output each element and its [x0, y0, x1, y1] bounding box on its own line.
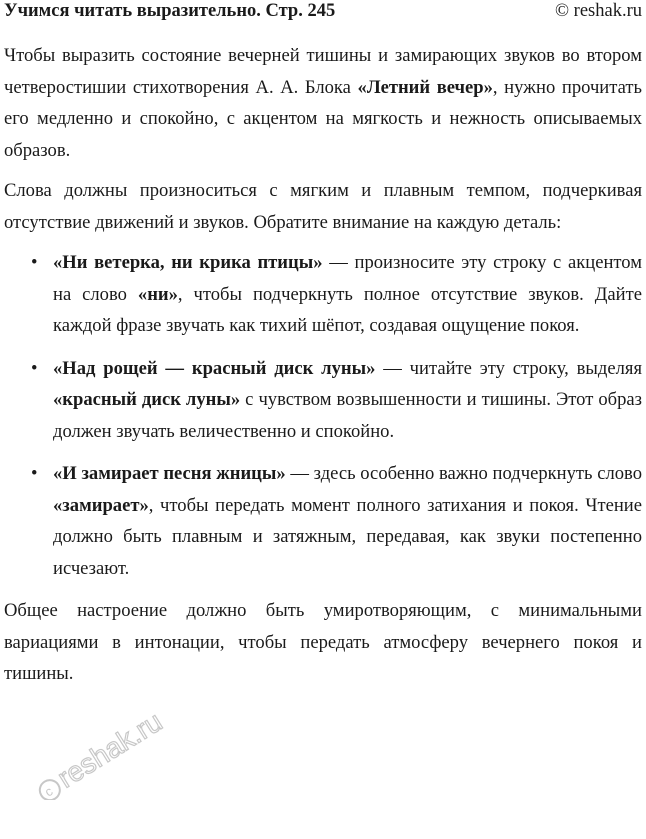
item-text: , чтобы подчеркнуть полное отсутствие звуков. Дайте каждой фразе звучать как тихий шёпот, создавая ощущение покоя.: [53, 283, 643, 336]
quote-line: «И замирает песня жницы»: [53, 463, 286, 484]
watermark-text: reshak.ru: [52, 705, 168, 794]
document-body: [4, 40, 642, 699]
quote-line: «Над рощей — красный диск луны»: [53, 357, 376, 379]
item-text: с чувством возвышенности и тишины. Этот образ должен звучать величественно и спокойно.: [53, 389, 642, 442]
emphasis-word: «красный диск луны»: [53, 389, 241, 410]
item-text: — здесь особенно важно подчеркнуть слово: [285, 463, 642, 484]
second-paragraph: Слова должны произноситься с мягким и плавным темпом, подчеркивая отсутствие движений и звуков. Обратите внимание на каждую деталь:: [4, 180, 642, 233]
bullet-icon: •: [31, 357, 38, 379]
quote-line: «Ни ветерка, ни крика птицы»: [53, 252, 323, 273]
item-text: — произносите эту строку с акцентом на слово: [53, 252, 642, 305]
list-item: [4, 247, 642, 342]
bullet-icon: •: [31, 252, 38, 273]
intro-paragraph: [4, 40, 642, 166]
conclusion-paragraph: Общее настроение должно быть умиротворяющим, с минимальными вариациями в интонации, чтобы передать атмосферу вечернего покоя и тишины.: [4, 600, 642, 684]
emphasis-word: «ни»: [137, 283, 178, 305]
poem-title: «Летний вечер»: [357, 76, 493, 98]
intro-text-before: Чтобы выразить состояние вечерней тишины и замирающих звуков во втором четверостишии стихотворения А. А. Блока: [4, 45, 642, 98]
svg-text:c: c: [41, 783, 56, 800]
list-item: [4, 353, 642, 448]
bullet-icon: •: [31, 463, 38, 484]
page-title: Учимся читать выразительно. Стр. 245: [4, 1, 336, 21]
watermark-logo: [10, 690, 170, 800]
copyright-circle-icon: [36, 776, 64, 800]
emphasis-word: «замирает»: [53, 494, 149, 516]
list-item: [4, 458, 642, 584]
bullet-list: [4, 247, 642, 584]
item-text: , чтобы передать момент полного затихания и покоя. Чтение должно быть плавным и затяжным, передавая, как звуки постепенно исчезают.: [53, 494, 642, 579]
source-label: © reshak.ru: [555, 1, 642, 21]
item-text: — читайте эту строку, выделяя: [375, 357, 642, 379]
intro-text-after: , нужно прочитать его медленно и спокойно, с акцентом на мягкость и нежность описываемых образов.: [4, 76, 642, 161]
page-header: [4, 0, 642, 26]
